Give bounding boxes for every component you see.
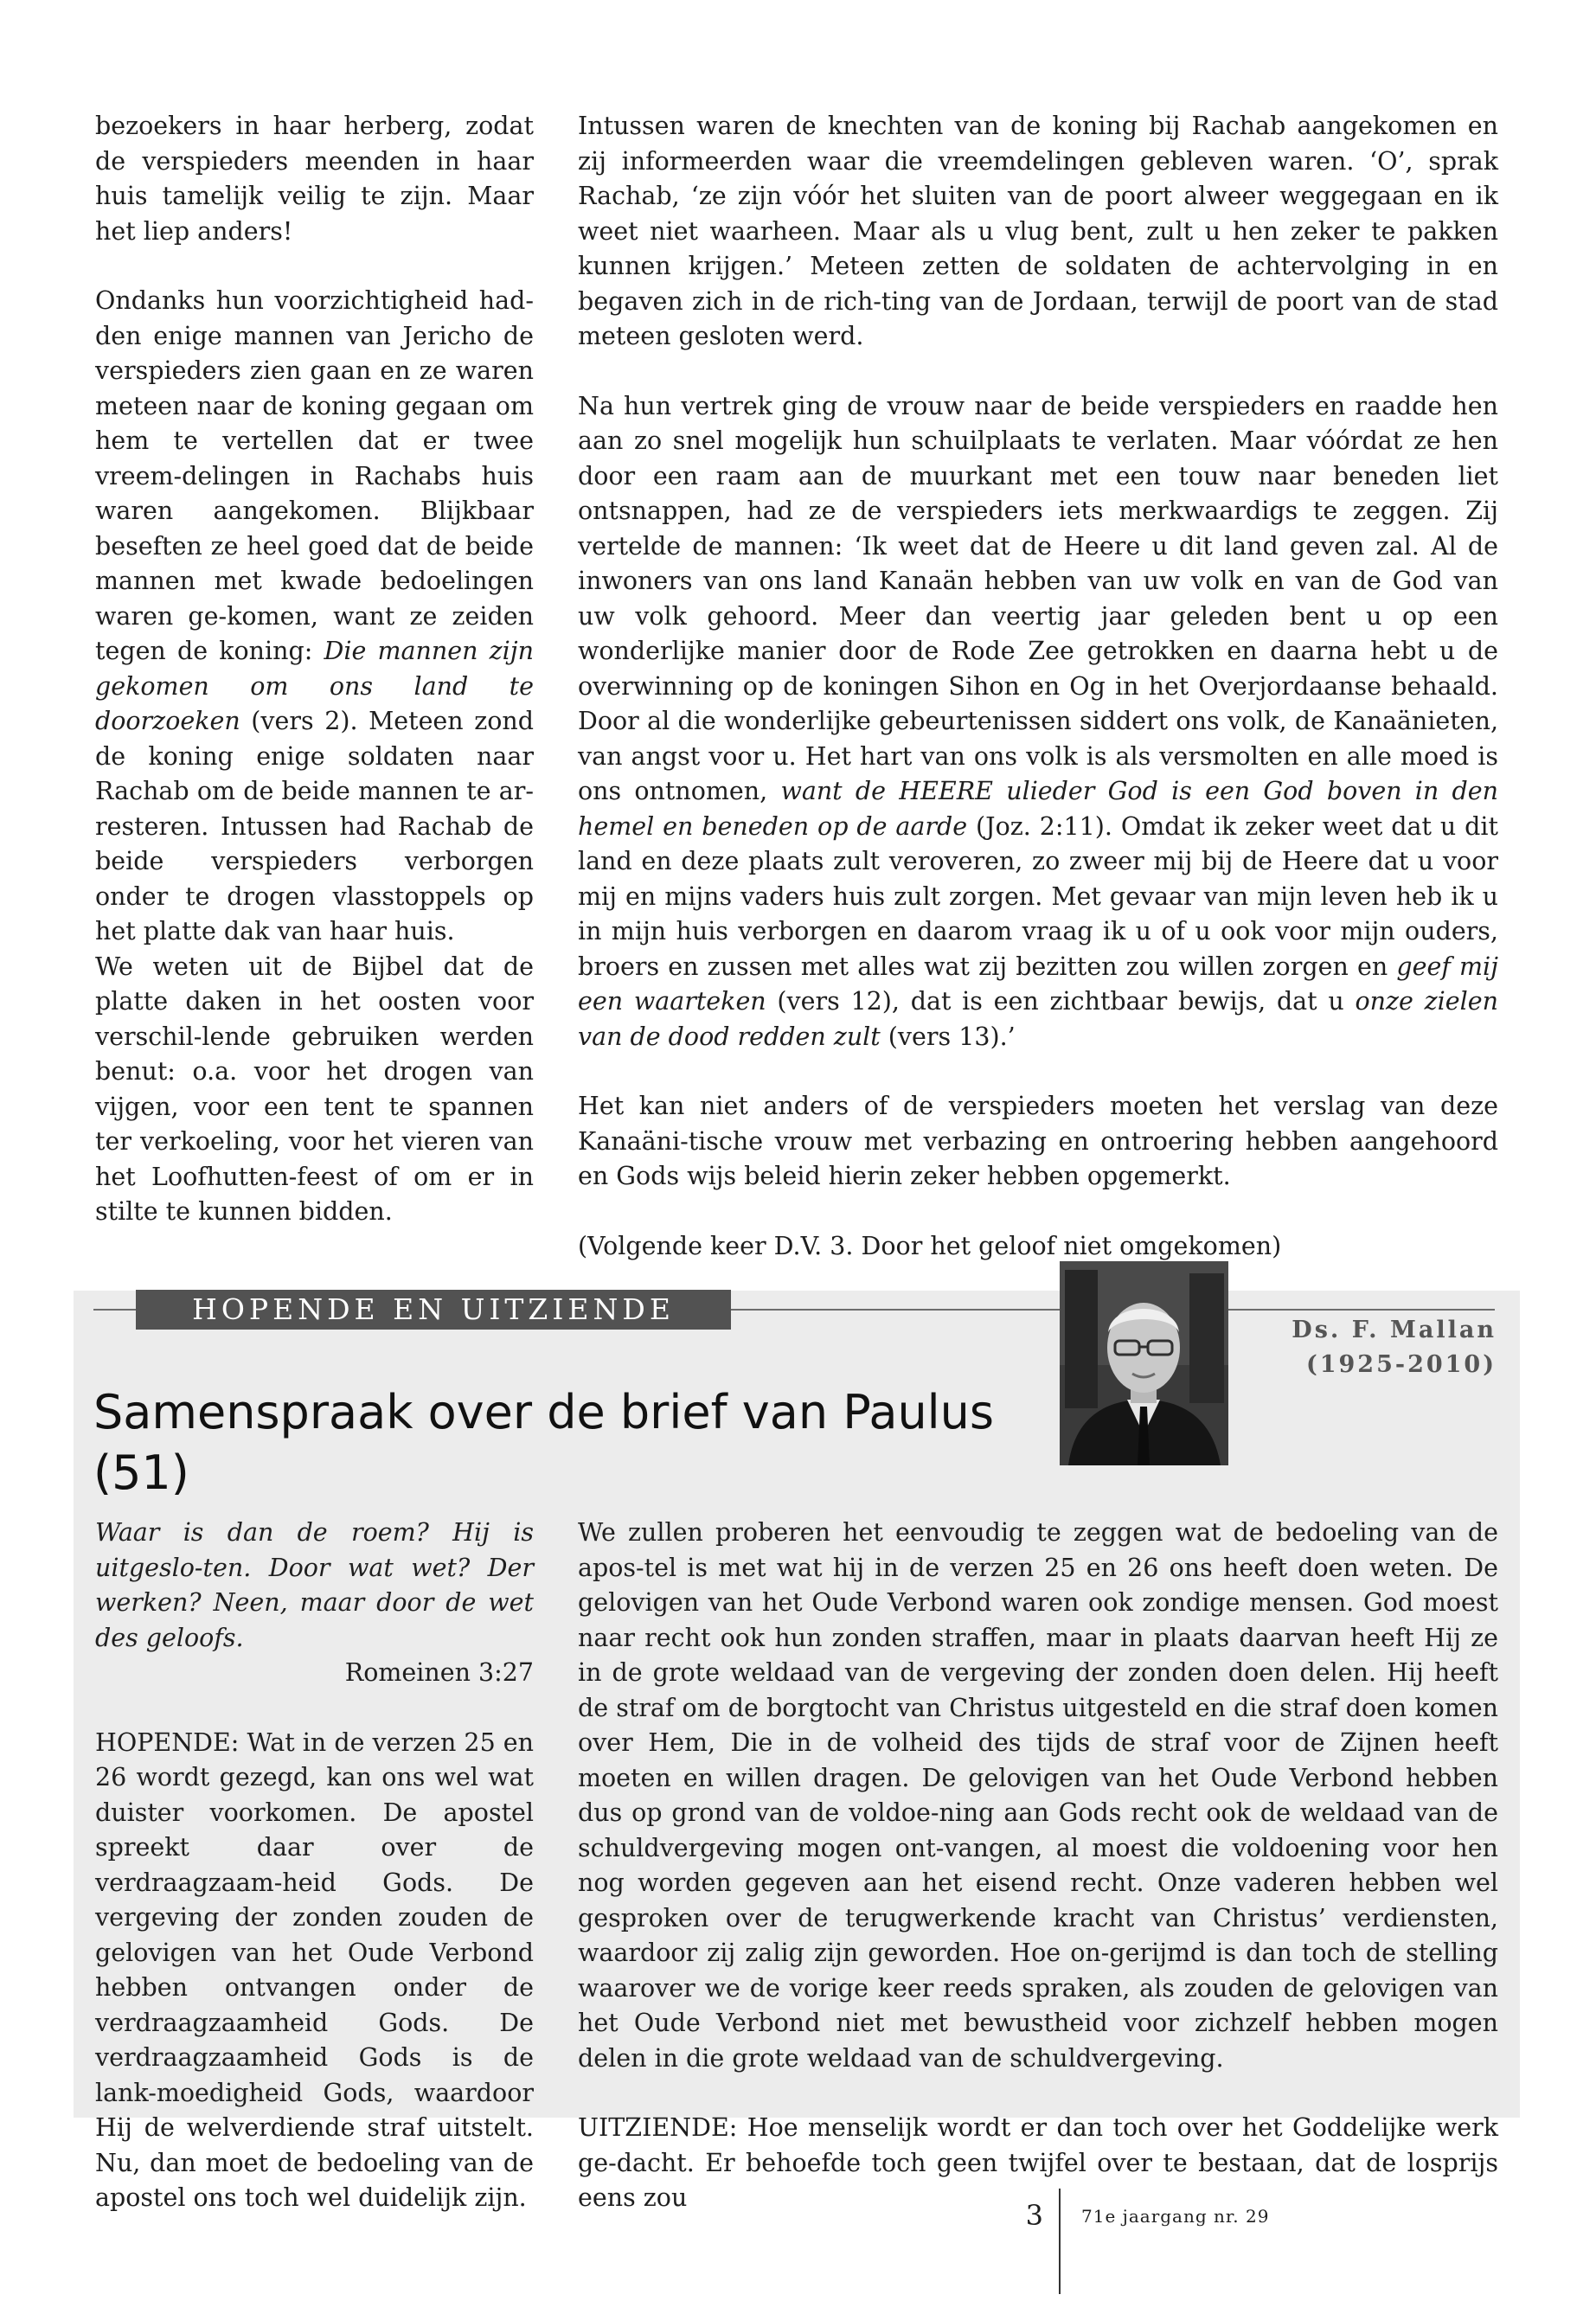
article-title: Samenspraak over de brief van Paulus (51) [93,1385,995,1500]
paragraph: We zullen proberen het eenvoudig te zeggen wat de bedoeling van de apos-tel is met wat hij in de verzen 25 en 26 ons heeft doen weten. De gelovigen van het Oude Verbond waren ook zondige mensen. God moest naar recht ook hun zonden straffen, maar in plaats daarvan heeft Hij ze in de grote weldaad van de vergeving der zonden doen delen. Hij heeft de straf om de borgtocht van Christus uitgesteld en die straf doen komen over Hem, Die in de volheid des tijds de straf voor de Zijnen heeft moeten en willen dragen. De gelovigen van het Oude Verbond hebben dus op grond van de voldoe-ning aan Gods recht ook de weldaad van de schuldvergeving mogen ont-vangen, al moest die voldoening voor hen nog worden gegeven aan het eisend recht. Onze vaderen hebben wel gesproken over de terugwerkende kracht van Christus’ verdiensten, waardoor zij zalig zijn geworden. Hoe on-gerijmd is dan toch de stelling waarover we de vorige keer reeds spraken, als zouden de gelovigen van het Oude Verbond niet met bewustheid voor zichzelf hebben mogen delen in die grote weldaad van de schuldvergeving. [578,1518,1498,2073]
issue-label: 71e jaargang nr. 29 [1081,2206,1270,2227]
paragraph: We weten uit de Bijbel dat de platte daken in het oosten voor verschil-lende gebruiken werden benut: o.a. voor het drogen van vijgen, voor een tent te spannen ter verkoeling, voor het vieren van het Loofhutten-feest of om er in stilte te kunnen bidden. [95,952,534,1226]
lower-right-column [578,1516,1498,2216]
epigraph-reference: Romeinen 3:27 [344,1658,534,1687]
paragraph: Het kan niet anders of de verspieders moeten het verslag van deze Kanaäni-tische vrouw met verbazing en ontroering hebben aangehoord en Gods wijs beleid hierin zeker hebben opgemerkt. [578,1092,1498,1190]
page-number: 3 [1025,2199,1043,2232]
paragraph-gap [578,355,1498,389]
paragraph-gap [578,2076,1498,2111]
upper-left-column [95,109,534,1230]
paragraph: Na hun vertrek ging de vrouw naar de beide verspieders en raadde hen aan zo snel mogelijk hun schuilplaats te verlaten. Maar vóórdat ze hen door een raam aan de muurkant met een touw naar beneden liet ontsnappen, had ze de verspieders iets merkwaardigs te zeggen. Zij vertelde de mannen: ‘Ik weet dat de Heere u dit land geven zal. Al de inwoners van ons land Kanaän hebben van uw volk en van de God van uw volk gehoord. Meer dan veertig jaar geleden bent u op een wonderlijke manier door de Rode Zee getrokken en daarna hebt u de overwinning op de koningen Sihon en Og in het Overjordaanse behaald. Door al die wonderlijke gebeurtenissen siddert ons volk, de Kanaänieten, van angst voor u. Het hart van ons volk is als versmolten en alle moed is ons ontnomen, want de HEERE ulieder God is een God boven in den hemel en beneden op de aarde (Joz. 2:11). Omdat ik zeker weet dat u dit land en deze plaats zult veroveren, zo zweer mij bij de Heere dat u voor mij en mijns vaders huis zult zorgen. Met gevaar van mijn leven heb ik u in mijn huis verborgen en daarom vraag ik u of u ook voor mijn ouders, broers en zussen met alles wat zij bezitten zou willen zorgen en geef mij een waarteken (vers 12), dat is een zichtbaar bewijs, dat u onze zielen van de dood redden zult (vers 13).’ [578,391,1499,1051]
paragraph-gap [578,1054,1498,1089]
paragraph-gap [578,1195,1498,1229]
author-portrait [1060,1261,1228,1465]
upper-right-column [578,109,1498,1264]
portrait-photo [1060,1261,1228,1465]
next-issue-note: (Volgende keer D.V. 3. Door het geloof niet omgekomen) [578,1231,1282,1260]
quote: Die mannen zijn gekomen om ons land te doorzoeken [95,637,534,735]
lower-left-column [95,1516,534,2216]
quote: want de HEERE ulieder God is een God boven in den hemel en beneden op de aarde [578,777,1498,841]
paragraph: bezoekers in haar herberg, zodat de verspieders meenden in haar huis tamelijk veilig te zijn. Maar het liep anders! [95,112,534,246]
quote: onze zielen van de dood redden zult [578,987,1499,1051]
paragraph-gap [95,1691,534,1726]
paragraph-gap [95,249,534,284]
epigraph-verse: Waar is dan de roem? Hij is uitgeslo-ten. Door wat wet? Der werken? Neen, maar door de wet des geloofs. [95,1518,534,1652]
paragraph: Ondanks hun voorzichtigheid had-den enige mannen van Jericho de verspieders zien gaan en ze waren meteen naar de koning gegaan om hem te vertellen dat er twee vreem-delingen in Rachabs huis waren aangekomen. Blijkbaar beseften ze heel goed dat de beide mannen met kwade bedoelingen waren ge-komen, want ze zeiden tegen de koning: Die mannen zijn gekomen om ons land te doorzoeken (vers 2). Meteen zond de koning enige soldaten naar Rachab om de beide mannen te ar-resteren. Intussen had Rachab de beide verspieders verborgen onder te drogen vlasstoppels op het platte dak van haar huis. [95,286,534,945]
author-years: (1925-2010) [1305,1351,1497,1378]
paragraph: UITZIENDE: Hoe menselijk wordt er dan toch over het Goddelijke werk ge-dacht. Er behoefde toch geen twijfel over te bestaan, dat de losprijs eens zou [578,2113,1498,2212]
section-rubric: HOPENDE EN UITZIENDE [136,1290,731,1330]
paragraph: HOPENDE: Wat in de verzen 25 en 26 wordt gezegd, kan ons wel wat duister voorkomen. De apostel spreekt daar over de verdraagzaam-heid Gods. De vergeving der zonden zouden de gelovigen van het Oude Verbond hebben ontvangen onder de verdraagzaamheid Gods. De verdraagzaamheid Gods is de lank-moedigheid Gods, waardoor Hij de welverdiende straf uitstelt. Nu, dan moet de bedoeling van de apostel ons toch wel duidelijk zijn. [95,1727,534,2212]
author-byline [1237,1313,1497,1382]
footer-rule [1059,2189,1061,2294]
paragraph: Intussen waren de knechten van de koning bij Rachab aangekomen en zij informeerden waar die vreemdelingen gebleven waren. ‘O’, sprak Rachab, ‘ze zijn vóór het sluiten van de poort alweer weggegaan en ik weet niet waarheen. Maar als u vlug bent, zult u hen zeker te pakken kunnen krijgen.’ Meteen zetten de soldaten de achtervolging in en begaven zich in de rich-ting van de Jordaan, terwijl de poort van de stad meteen gesloten werd. [578,112,1498,350]
author-name: Ds. F. Mallan [1292,1317,1497,1343]
quote: geef mij een waarteken [578,952,1499,1016]
